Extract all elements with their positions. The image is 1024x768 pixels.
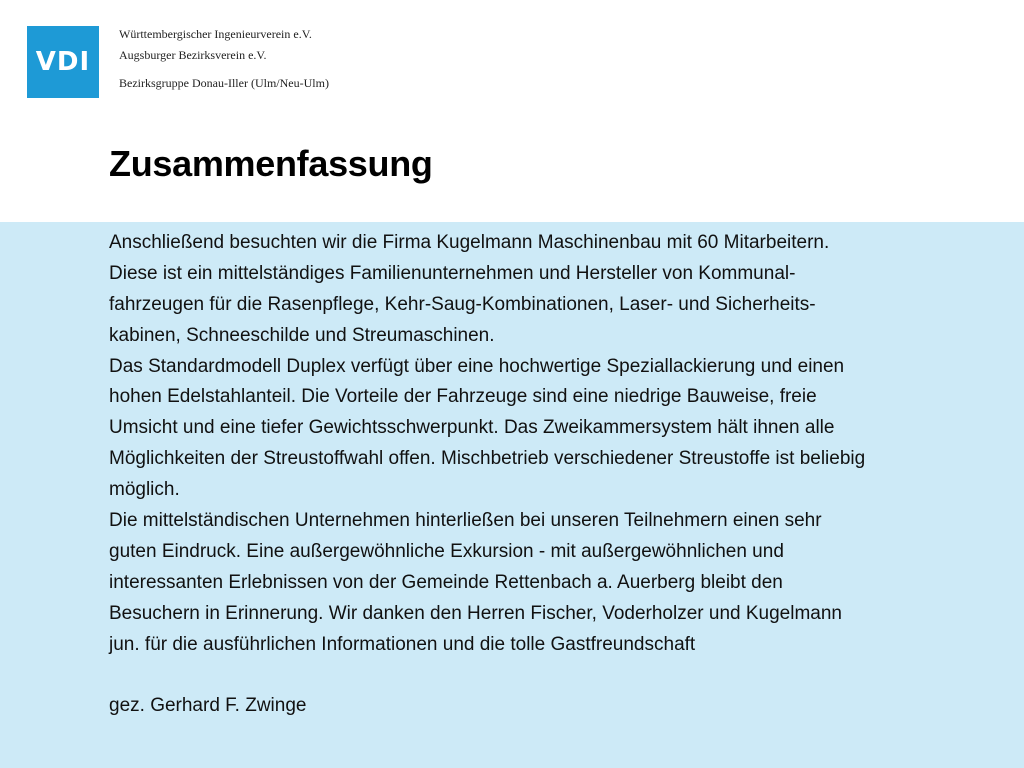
org-line-2: Augsburger Bezirksverein e.V. — [119, 48, 267, 62]
spacer — [109, 660, 989, 691]
text-line: Möglichkeiten der Streustoffwahl offen. Mischbetrieb verschiedener Streustoffe ist beliebig — [109, 448, 866, 470]
content-panel — [0, 222, 1024, 768]
text-line: kabinen, Schneeschilde und Streumaschinen. — [109, 324, 495, 346]
text-line: jun. für die ausführlichen Informationen und die tolle Gastfreundschaft — [109, 633, 696, 655]
text-line: Umsicht und eine tiefer Gewichtsschwerpunkt. Das Zweikammersystem hält ihnen alle — [109, 417, 835, 439]
slide-header — [0, 0, 1024, 222]
text-line: guten Eindruck. Eine außergewöhnliche Exkursion - mit außergewöhnlichen und — [109, 540, 784, 562]
text-line: möglich. — [109, 479, 180, 501]
signature: gez. Gerhard F. Zwinge — [109, 695, 307, 717]
text-line: fahrzeugen für die Rasenpflege, Kehr-Saug-Kombinationen, Laser- und Sicherheits- — [109, 293, 816, 315]
text-line: Besuchern in Erinnerung. Wir danken den Herren Fischer, Voderholzer und Kugelmann — [109, 602, 842, 624]
text-line: interessanten Erlebnissen von der Gemeinde Rettenbach a. Auerberg bleibt den — [109, 571, 783, 593]
text-line: hohen Edelstahlanteil. Die Vorteile der Fahrzeuge sind eine niedrige Bauweise, freie — [109, 386, 817, 408]
text-line: Das Standardmodell Duplex verfügt über eine hochwertige Speziallackierung und einen — [109, 355, 845, 377]
text-line: Diese ist ein mittelständiges Familienunternehmen und Hersteller von Kommunal- — [109, 262, 796, 284]
text-line: Die mittelständischen Unternehmen hinterließen bei unseren Teilnehmern einen sehr — [109, 510, 822, 532]
org-line-3: Bezirksgruppe Donau-Iller (Ulm/Neu-Ulm) — [119, 76, 329, 90]
slide-title: Zusammenfassung — [109, 143, 433, 184]
vdi-logo-text: VDI — [35, 47, 91, 77]
vdi-logo — [27, 26, 99, 98]
org-line-1: Württembergischer Ingenieurverein e.V. — [119, 27, 312, 41]
text-line: Anschließend besuchten wir die Firma Kugelmann Maschinenbau mit 60 Mitarbeitern. — [109, 232, 830, 253]
summary-text — [109, 228, 989, 722]
